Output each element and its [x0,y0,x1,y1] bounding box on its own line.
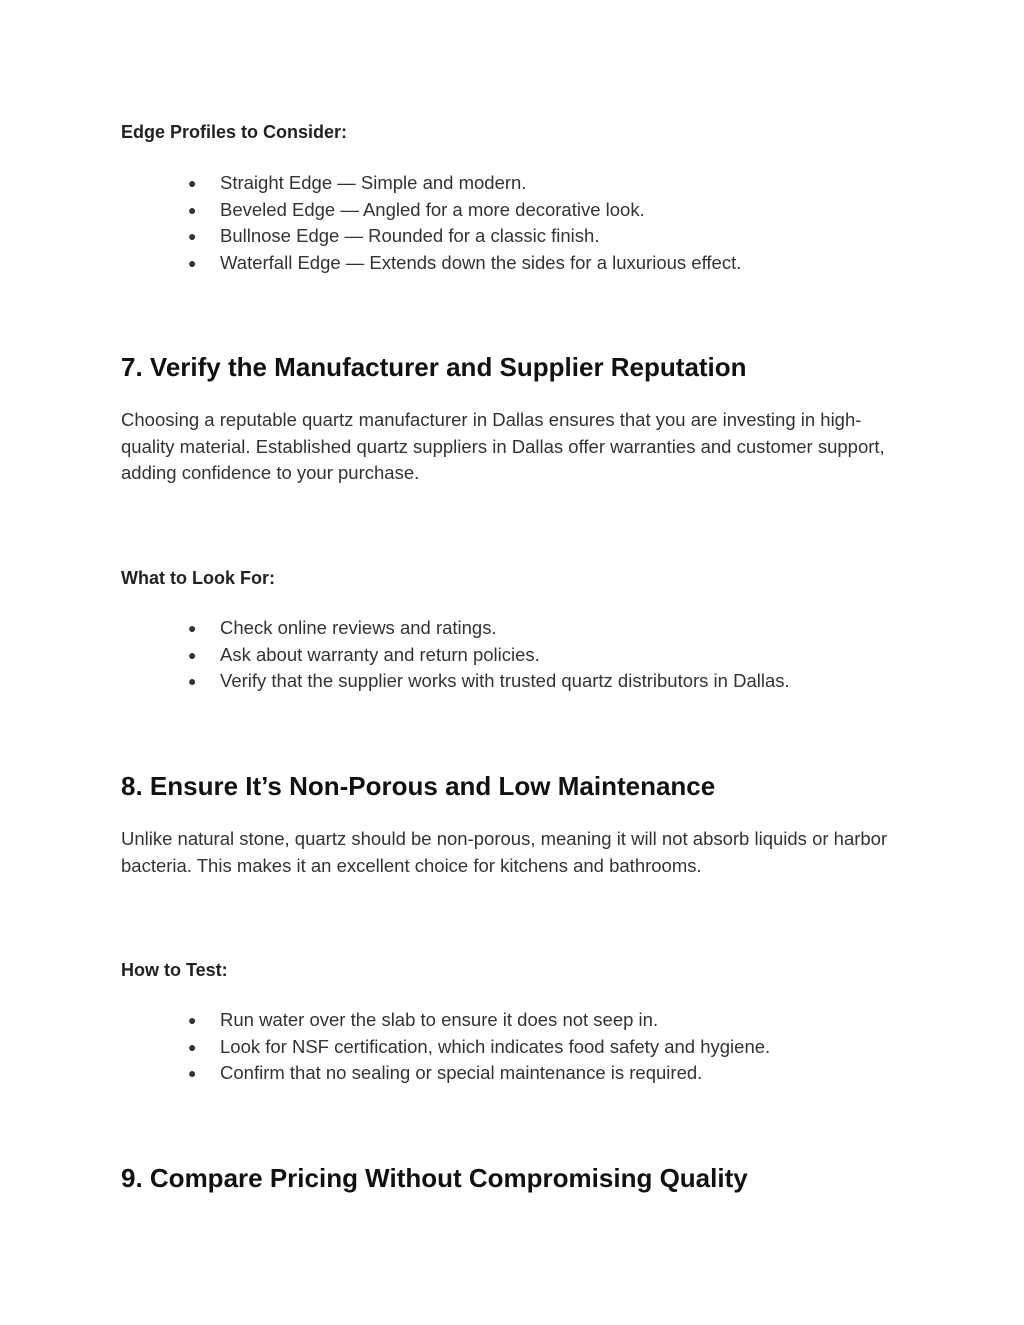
list-item-text: Waterfall Edge — Extends down the sides for a luxurious effect. [220,251,742,273]
what-to-look-for-list [188,615,790,695]
bullet-icon: ● [188,175,197,191]
bullet-icon: ● [188,1038,197,1055]
list-item-text: Verify that the supplier works with trusted quartz distributors in Dallas. [220,670,790,691]
list-item-text: Ask about warranty and return policies. [220,643,540,665]
list-item [188,197,741,224]
list-item-text: Run water over the slab to ensure it does not seep in. [220,1009,659,1030]
list-item [188,1060,770,1087]
bullet-icon: ● [188,254,197,271]
list-item [188,642,790,669]
list-item [188,1007,770,1034]
how-to-test-subheading: How to Test: [121,960,228,980]
what-to-look-for-subheading: What to Look For: [121,568,275,588]
bullet-icon: ● [188,673,197,689]
list-item [188,170,741,197]
bullet-icon: ● [188,201,197,218]
bullet-icon: ● [188,620,197,636]
list-item [188,1034,770,1061]
list-item-text: Confirm that no sealing or special maintenance is required. [220,1062,703,1083]
list-item [188,250,741,277]
edge-profiles-subheading: Edge Profiles to Consider: [121,122,348,142]
list-item-text: Check online reviews and ratings. [220,617,497,638]
list-item-text: Bullnose Edge — Rounded for a classic finish. [220,225,600,246]
list-item-text: Beveled Edge — Angled for a more decorative look. [220,198,645,220]
list-item [188,223,741,250]
bullet-icon: ● [188,646,197,663]
how-to-test-list [188,1007,770,1087]
list-item [188,615,790,642]
bullet-icon: ● [188,228,197,244]
list-item [188,668,790,695]
section-9-heading: 9. Compare Pricing Without Compromising Quality [121,1163,748,1193]
section-7-heading: 7. Verify the Manufacturer and Supplier Reputation [121,352,747,382]
list-item-text: Look for NSF certification, which indicates food safety and hygiene. [220,1035,771,1057]
section-8-paragraph: Unlike natural stone, quartz should be non-porous, meaning it will not absorb liquids or harbor bacteria. This makes it an excellent choice for kitchens and bathrooms. [121,828,888,876]
list-item-text: Straight Edge — Simple and modern. [220,172,527,193]
edge-profiles-list [188,170,741,276]
bullet-icon: ● [188,1065,197,1081]
section-8-heading: 8. Ensure It’s Non-Porous and Low Maintenance [121,771,716,801]
bullet-icon: ● [188,1012,197,1028]
section-7-paragraph: Choosing a reputable quartz manufacturer in Dallas ensures that you are investing in high-quality material. Established quartz suppliers in Dallas offer warranties and customer support, adding confidence to your purchase. [121,409,885,483]
